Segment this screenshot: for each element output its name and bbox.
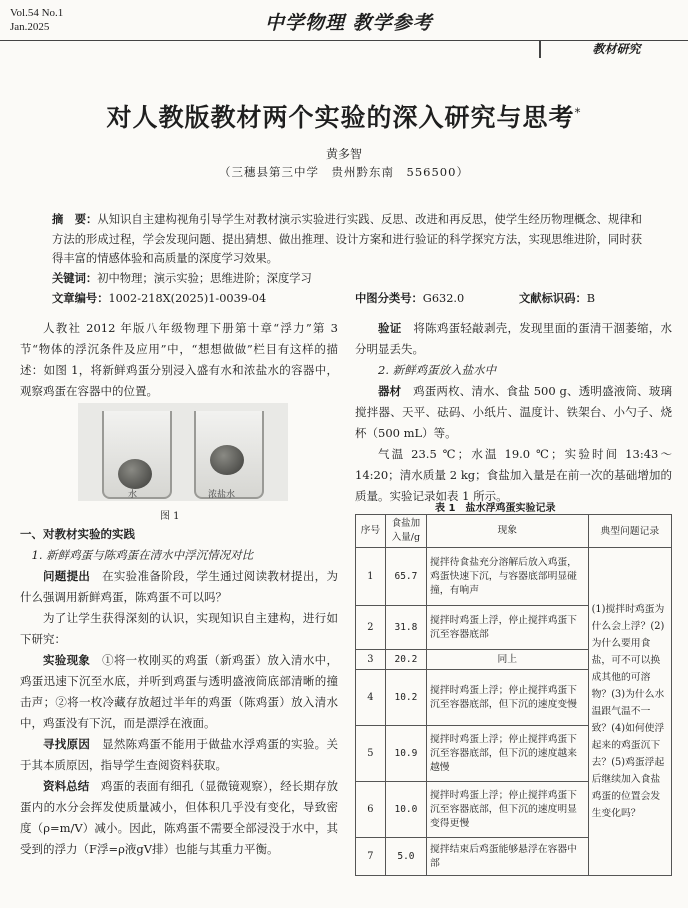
table-row: 7 5.0 搅拌结束后鸡蛋能够悬浮在容器中部 bbox=[356, 838, 672, 876]
egg-sunk bbox=[118, 459, 152, 489]
affiliation: （三穗县第三中学 贵州黔东南 556500） bbox=[219, 165, 469, 179]
table-row: 3 20.2 同上 bbox=[356, 650, 672, 670]
table-row: 2 31.8 搅拌时鸡蛋上浮，停止搅拌鸡蛋下沉至容器底部 bbox=[356, 606, 672, 650]
table-row: 4 10.2 搅拌时鸡蛋上浮；停止搅拌鸡蛋下沉至容器底部，但下沉的速度变慢 bbox=[356, 670, 672, 726]
right-column-body bbox=[355, 318, 672, 507]
subsection-heading-2: 2. 新鲜鸡蛋放入盐水中 bbox=[378, 363, 497, 377]
table-header-row bbox=[356, 515, 672, 548]
verify-paragraph: 验证 将陈鸡蛋轻敲剥壳，发现里面的蛋清干涸萎缩，水分明显丢失。 bbox=[355, 321, 673, 356]
equipment-paragraph: 器材 鸡蛋两枚、清水、食盐 500 g、透明盛液筒、玻璃搅拌器、天平、砝码、小纸片、温度计、铁架台、小勺子、烧杯（500 mL）等。 bbox=[355, 384, 673, 440]
label-water: 水 bbox=[128, 490, 138, 500]
table-row: 5 10.9 搅拌时鸡蛋上浮；停止搅拌鸡蛋下沉至容器底部，但下沉的速度越来越慢 bbox=[356, 726, 672, 782]
keywords-label: 关键词： bbox=[52, 272, 98, 285]
abstract-text: 从知识自主建构视角引导学生对教材演示实验进行实践、反思、改进和再反思，使学生经历物理概念、规律和方法的形成过程，学会发现问题、提出猜想、做出推理、设计方案和进行验证的科学探究方法，实现思维进阶，同时获得丰富的情感体验和高质量的深度学习效果。 bbox=[52, 213, 642, 265]
experiment-table bbox=[355, 514, 672, 876]
author: 黄多智 bbox=[325, 147, 362, 161]
volume: Vol.54 No.1 bbox=[10, 7, 64, 19]
reason-paragraph: 寻找原因 显然陈鸡蛋不能用于做盐水浮鸡蛋的实验。关于其本质原因，指导学生查阅资料获取。 bbox=[20, 737, 338, 772]
intro-paragraph: 人教社 2012 年版八年级物理下册第十章“浮力”第 3 节“物体的浮沉条件及应用”中，“想想做做”栏目有这样的描述：如图 1，将新鲜鸡蛋分别浸入盛有水和浓盐水的容器中，观察鸡蛋在容器中的位置。 bbox=[20, 321, 338, 398]
abstract bbox=[52, 210, 642, 269]
water-beaker bbox=[102, 411, 172, 499]
questions-cell: (1)搅拌时鸡蛋为什么会上浮？(2)为什么要用食盐，可不可以换成其他的可溶物？(3)为什么水温跟气温不一致？(4)如何使浮起来的鸡蛋沉下去？(5)鸡蛋浮起后继续加入食盐鸡蛋的位置会发生变化吗？ bbox=[588, 548, 671, 876]
phenomenon-paragraph: 实验现象 ①将一枚刚买的鸡蛋（新鸡蛋）放入清水中，鸡蛋迅速下沉至水底，并听到鸡蛋与透明盛液筒底部清晰的撞击声；②将一枚冷藏存放超过半年的鸡蛋（陈鸡蛋）放入清水中，鸡蛋没有下沉，而是漂浮在液面。 bbox=[20, 653, 338, 730]
column-name: 教材研究 bbox=[545, 40, 688, 58]
label-brine: 浓盐水 bbox=[208, 490, 236, 500]
volume-info bbox=[10, 6, 63, 34]
article-title: 对人教版教材两个实验的深入研究与思考* bbox=[106, 103, 582, 132]
problem-paragraph: 问题提出 在实验准备阶段，学生通过阅读教材提出，为什么强调用新鲜鸡蛋，陈鸡蛋不可以吗？ bbox=[20, 569, 338, 604]
data-paragraph: 资料总结 鸡蛋的表面有细孔（显微镜观察），经长期存放蛋内的水分会挥发使质量减小，但体积几乎没有变化，导致密度（ρ=m/V）减小。因此，陈鸡蛋不需要全部浸没于水中，其受到的浮力（F浮=ρ液gV排）也能与其重力平衡。 bbox=[20, 779, 339, 856]
figure-caption: 图 1 bbox=[160, 511, 180, 522]
clc-number: 中图分类号：G632.0 bbox=[355, 292, 465, 305]
brine-beaker bbox=[194, 411, 264, 499]
table-row: 1 65.7 搅拌待食盐充分溶解后放入鸡蛋，鸡蛋快速下沉，与容器底部明显碰撞，有响声 (1)搅拌时鸡蛋为什么会上浮？(2)为什么要用食盐，可不可以换成其他的可溶物？(3)为什么水温跟气温不一致？(4)如何使浮起来的鸡蛋沉下去？(5)鸡蛋浮起后继续加入食盐鸡蛋的位置会发生变化吗？ bbox=[356, 548, 672, 606]
table-row: 6 10.0 搅拌时鸡蛋上浮；停止搅拌鸡蛋下沉至容器底部，但下沉的速度明显变得更慢 bbox=[356, 782, 672, 838]
header-observation: 现象 bbox=[427, 515, 589, 548]
left-column-body bbox=[20, 524, 338, 860]
title-footnote-mark: * bbox=[574, 105, 582, 120]
header-no: 序号 bbox=[356, 515, 386, 548]
issue-date: Jan.2025 bbox=[10, 21, 50, 33]
header-salt: 食盐加入量/g bbox=[385, 515, 426, 548]
abstract-label: 摘 要： bbox=[52, 213, 98, 226]
keywords-text: 初中物理；演示实验；思维进阶；深度学习 bbox=[97, 272, 312, 285]
document-code: 文献标识码：B bbox=[519, 292, 596, 305]
table-caption: 表 1 盐水浮鸡蛋实验记录 bbox=[435, 503, 556, 514]
header-questions: 典型问题记录 bbox=[588, 515, 671, 548]
egg-floating bbox=[210, 445, 244, 475]
article-number: 文章编号：1002-218X(2025)1-0039-04 bbox=[52, 292, 267, 305]
subsection-heading-1: 1. 新鲜鸡蛋与陈鸡蛋在清水中浮沉情况对比 bbox=[31, 548, 254, 562]
figure-1-photo bbox=[78, 403, 288, 501]
journal-title: 中学物理 教学参考 bbox=[265, 12, 433, 34]
keywords bbox=[52, 269, 642, 288]
build-paragraph: 为了让学生获得深刻的认识，实现知识自主建构，进行如下研究： bbox=[20, 611, 338, 646]
section-heading-1: 一、对教材实验的实践 bbox=[20, 527, 135, 541]
environment-paragraph: 气温 23.5 ℃；水温 19.0 ℃；实验时间 13:43～14:20；清水质量 2 kg；食盐加入量是在前一次的基础增加的质量。实验记录如表 1 所示。 bbox=[355, 447, 672, 503]
